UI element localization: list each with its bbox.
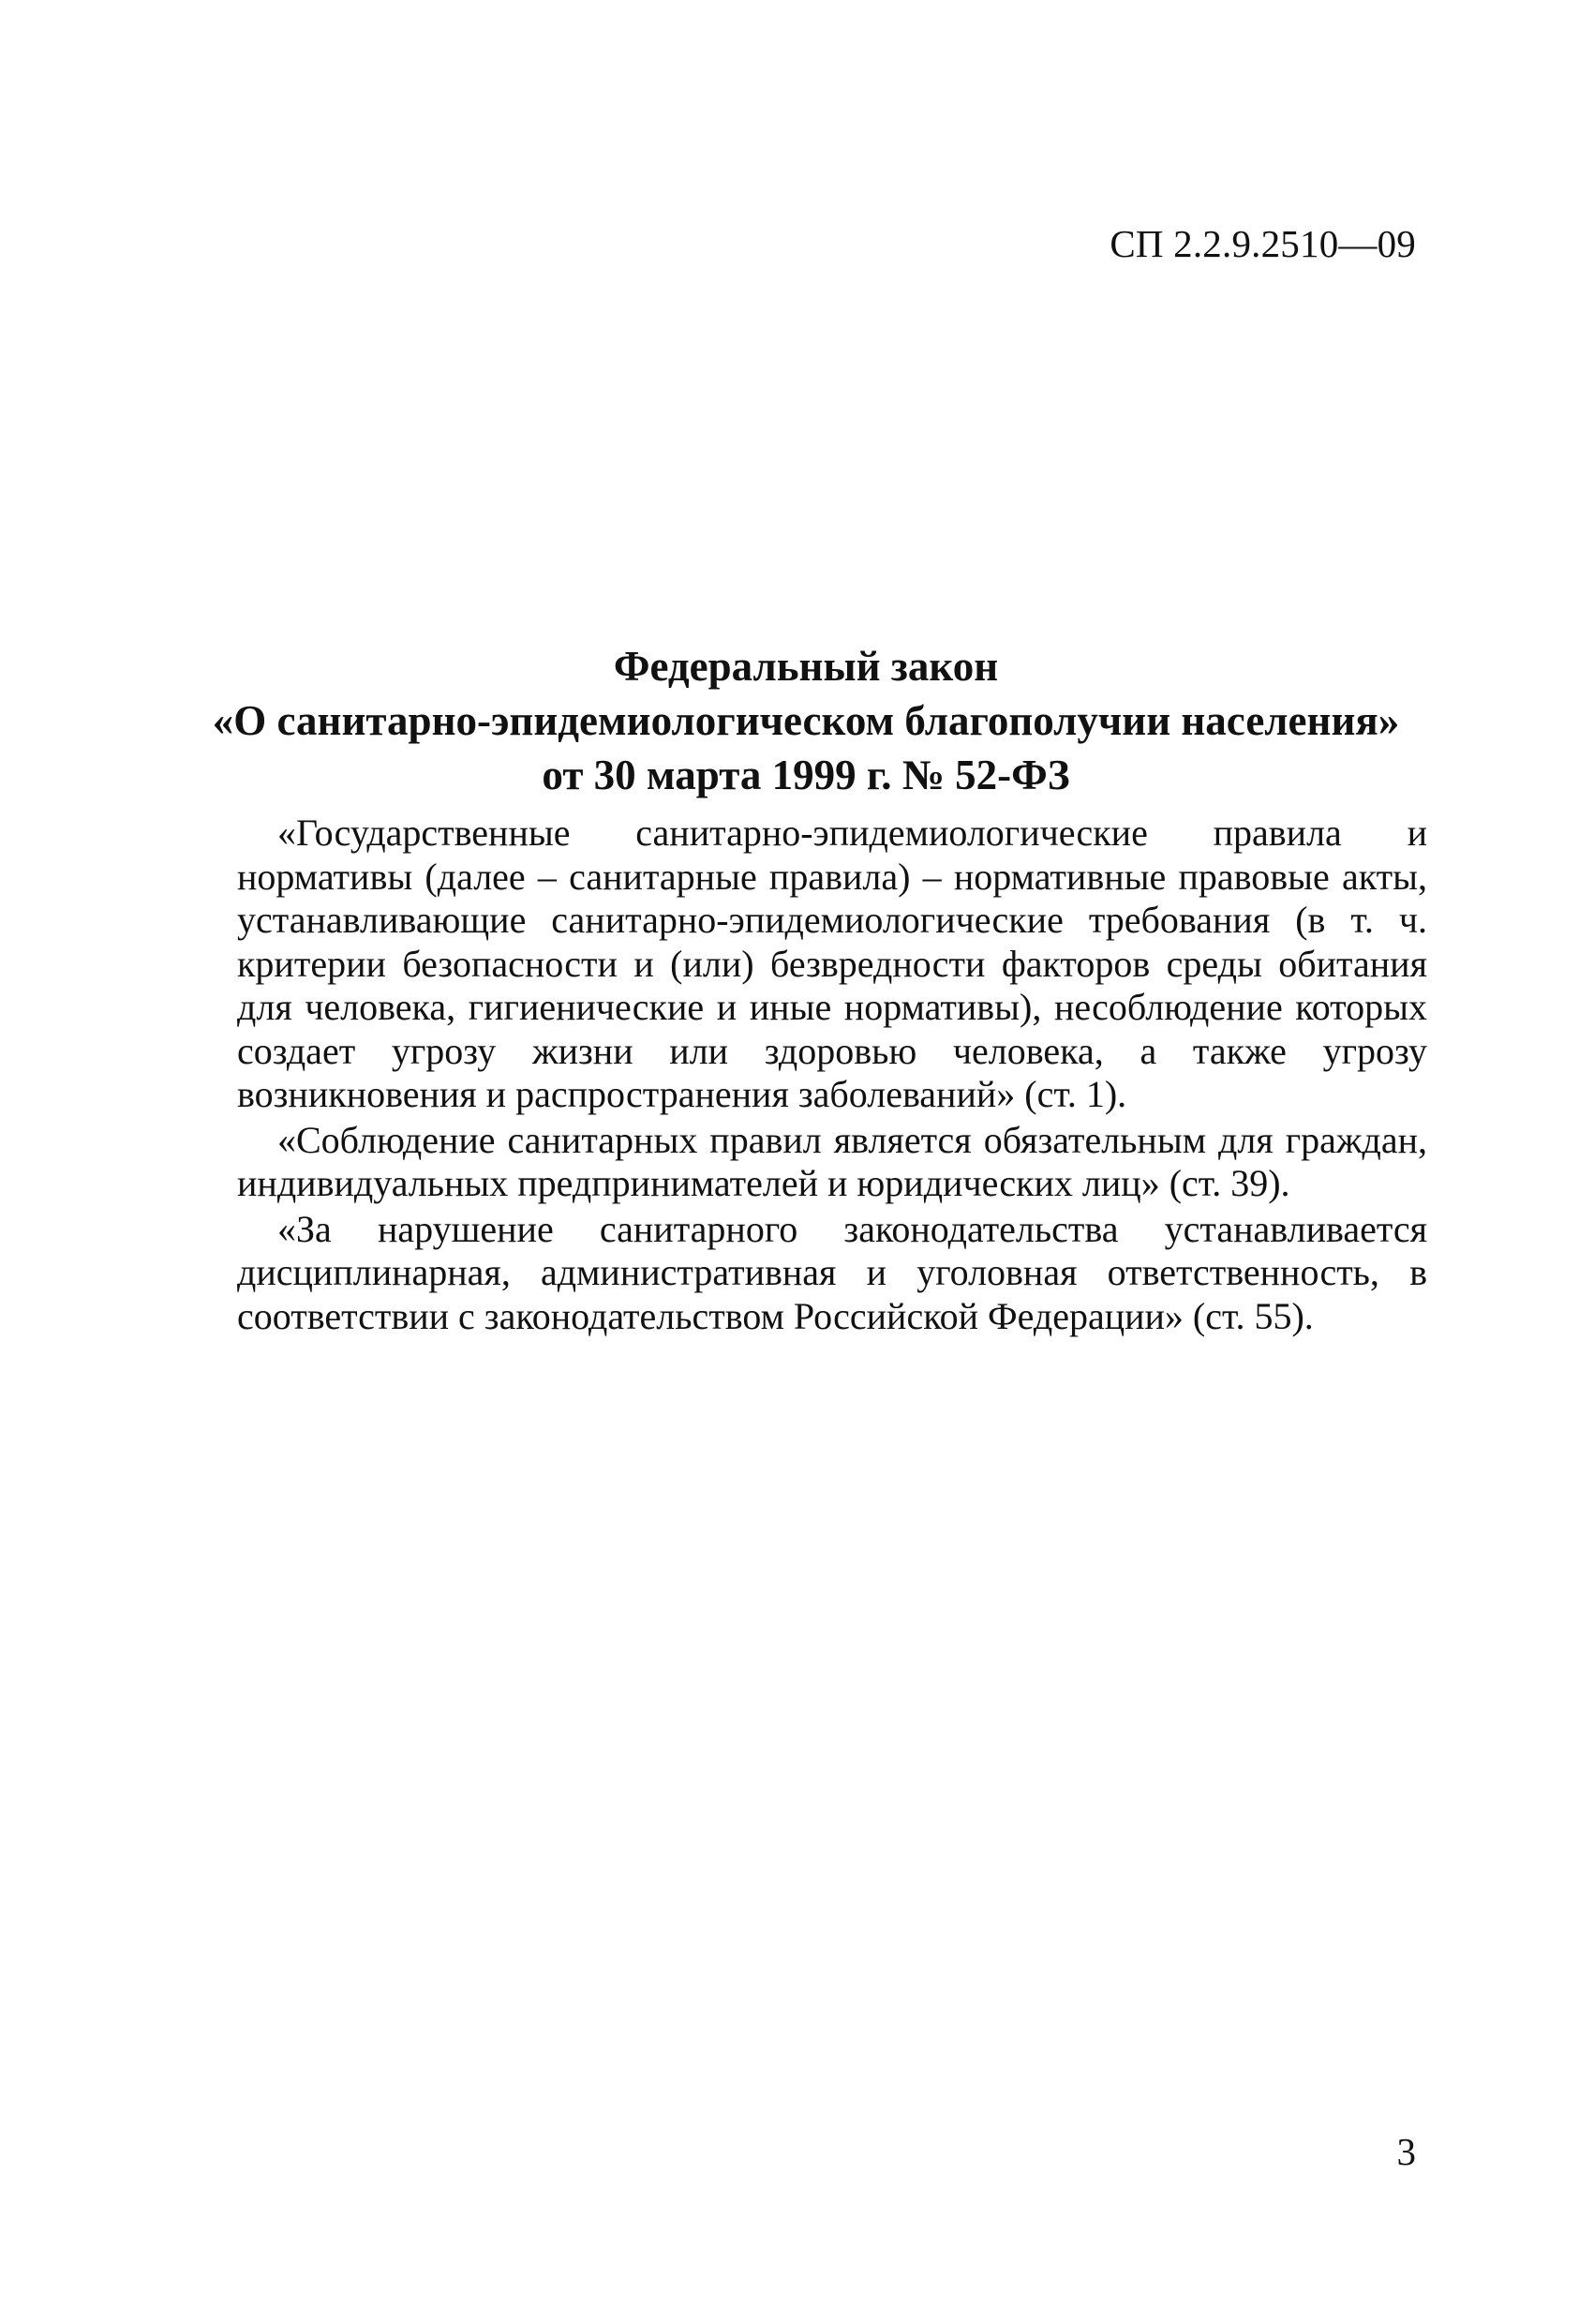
document-code: СП 2.2.9.2510—09 [1110,222,1416,265]
law-quotes [237,812,1427,1340]
law-title-line-1: Федеральный закон [613,643,999,690]
quote-article-1: «Государственные санитарно-эпидемиологические правила и нормативы (далее – санитарные правила) – нормативные правовые акты, устанавливающие санитарно-эпидемиологические требования (в т. ч. критерии безопасности и (или) безвредности факторов среды обитания для человека, гигиенические и иные нормативы), несоблюдение которых создает угрозу жизни или здоровью человека, а также угрозу возникновения и распространения заболеваний» (ст. 1). [237,812,1427,1115]
quote-article-39: «Соблюдение санитарных правил является обязательным для граждан, индивидуальных предпринимателей и юридических лиц» (ст. 39). [237,1118,1427,1204]
law-title-line-3: от 30 марта 1999 г. № 52-ФЗ [542,752,1070,798]
law-title-line-2: «О санитарно-эпидемиологическом благополучии населения» [212,697,1400,744]
quote-article-55: «За нарушение санитарного законодательства устанавливается дисциплинарная, административная и уголовная ответственность, в соответствии с законодательством Российской Федерации» (ст. 55). [237,1207,1427,1337]
law-title [187,639,1424,802]
page-number: 3 [1396,2130,1416,2173]
